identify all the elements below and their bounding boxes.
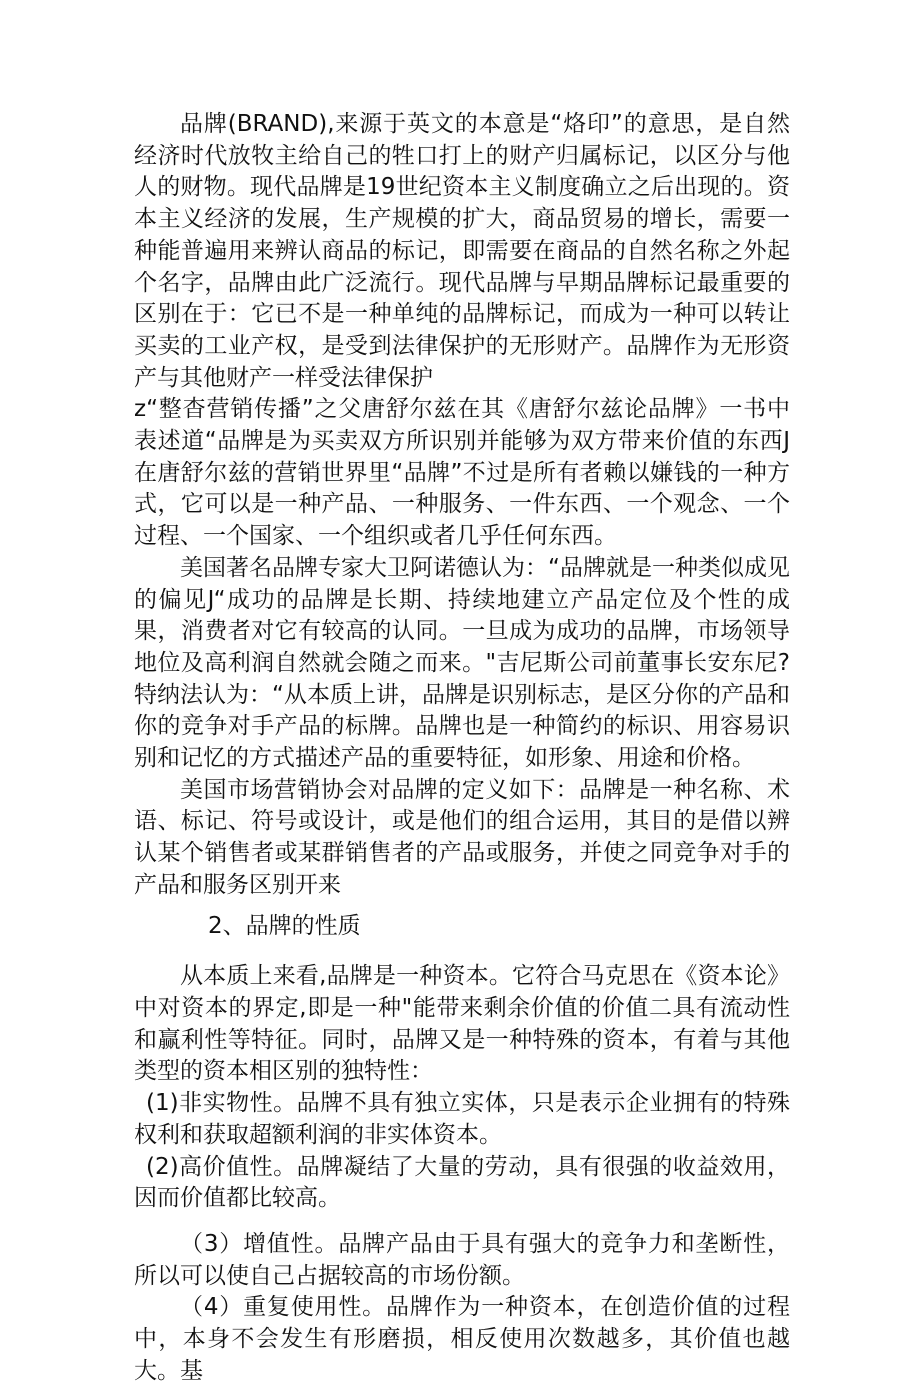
list-item-non-physical: (1)非实物性。品牌不具有独立实体，只是表示企业拥有的特殊权利和获取超额利润的非实体资本。 — [134, 1090, 790, 1148]
list-item-reusable: （4）重复使用性。品牌作为一种资本，在创造价值的过程中，本身不会发生有形磨损，相反使用次数越多，其价值也越大。基 — [134, 1294, 790, 1384]
paragraph-brand-origin: 品牌(BRAND),来源于英文的本意是“烙印”的意思，是自然经济时代放牧主给自己的牲口打上的财产归属标记，以区分与他人的财物。现代品牌是19世纪资本主义制度确立之后出现的。资本主义经济的发展，生产规模的扩大，商品贸易的增长，需要一种能普遍用来辨认商品的标记，即需要在商品的自然名称之外起个名字，品牌由此广泛流行。现代品牌与早期品牌标记最重要的区别在于：它已不是一种单纯的品牌标记，而成为一种可以转让买卖的工业产权，是受到法律保护的无形财产。品牌作为无形资产与其他财产一样受法律保护 — [134, 111, 790, 391]
list-item-value-added: （3）增值性。品牌产品由于具有强大的竞争力和垄断性，所以可以使自己占据较高的市场份额。 — [134, 1230, 790, 1289]
paragraph-schultz-definition: z“整杳营销传播”之父唐舒尔兹在其《唐舒尔兹论品牌》一书中表述道“品牌是为买卖双方所识别并能够为双方带来价值的东西J在唐舒尔兹的营销世界里“品牌”不过是所有者赖以嫌钱的一种方式，它可以是一种产品、一种服务、一件东西、一个观念、一个过程、一个国家、一个组织或者几乎任何东西。 — [134, 396, 790, 550]
paragraph-ama-definition: 美国市场营销协会对品牌的定义如下：品牌是一种名称、术语、标记、符号或设计，或是他们的组合运用，其目的是借以辨认某个销售者或某群销售者的产品或服务，并使之同竞争对手的产品和服务区别开来 — [134, 776, 790, 898]
paragraph-brand-capital: 从本质上来看,品牌是一种资本。它符合马克思在《资本论》中对资本的界定,即是一种"能带来剩余价值的价值二具有流动性和赢利性等特征。同时，品牌又是一种特殊的资本，有着与其他类型的资本相区别的独特性： — [134, 963, 790, 1085]
paragraph-arnold-definition: 美国著名品牌专家大卫阿诺德认为：“品牌就是一种类似成见的偏见J“成功的品牌是长期、持续地建立产品定位及个性的成果，消费者对它有较高的认同。一旦成为成功的品牌，市场领导地位及高利润自然就会随之而来。"吉尼斯公司前董事长安东尼?特纳法认为：“从本质上讲，品牌是识别标志，是区分你的产品和你的竞争对手产品的标牌。品牌也是一种简约的标识、用容易识别和记忆的方式描述产品的重要特征，如形象、用途和价格。 — [134, 554, 790, 772]
section-heading: 2、品牌的性质 — [208, 912, 361, 939]
list-item-high-value: (2)高价值性。品牌凝结了大量的劳动，具有很强的收益效用，因而价值都比较高。 — [134, 1153, 790, 1212]
document-body — [134, 109, 790, 1387]
